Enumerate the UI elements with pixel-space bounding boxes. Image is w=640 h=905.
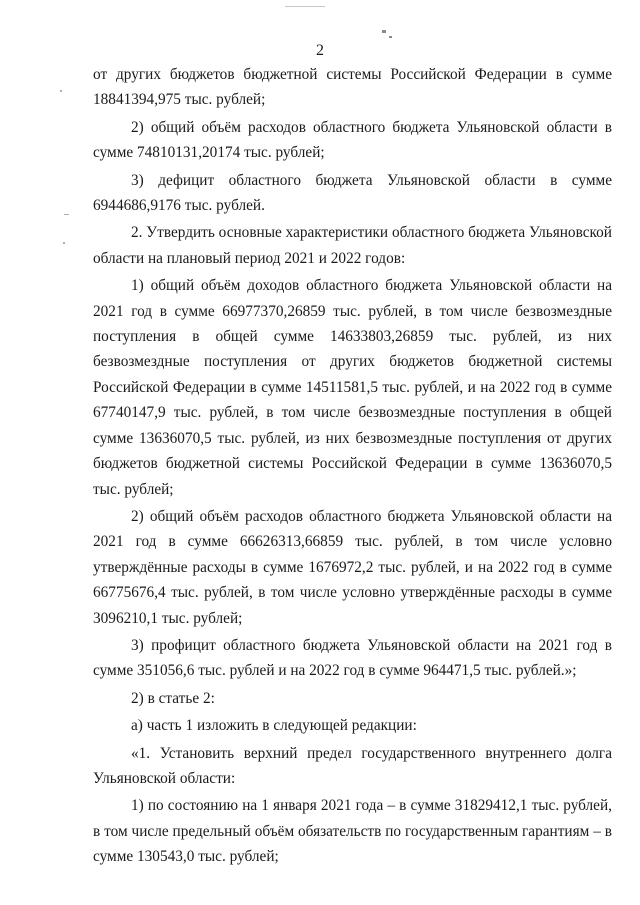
paragraph-debt-2021: 1) по состоянию на 1 января 2021 года – в сумме 31829412,1 тыс. рублей, в том числе предельный объём обязательств по государственным гарантиям – в сумме 130543,0 тыс. рублей;	[93, 797, 612, 866]
paragraph-planned-surplus: 3) профицит областного бюджета Ульяновской области на 2021 год в сумме 351056,6 тыс. рублей и на 2022 год в сумме 964471,5 тыс. рублей.»;	[93, 636, 612, 680]
scan-mark	[285, 6, 325, 7]
scan-mark	[64, 214, 69, 215]
paragraph-deficit: 3) дефицит областного бюджета Ульяновской области в сумме 6944686,9176 тыс. рублей.	[93, 171, 612, 215]
scan-mark	[60, 90, 62, 92]
paragraph-planned-revenues: 1) общий объём доходов областного бюджета Ульяновской области на 2021 год в сумме 66977370,26859 тыс. рублей, в том числе безвозмездные поступления в общей сумме 14633803,26859 тыс. рублей, из них безвозмездные поступления от других бюджетов бюджетной системы Российской Федерации в сумме 14511581,5 тыс. рублей, и на 2022 год в сумме 67740147,9 тыс. рублей, в том числе безвозмездные поступления в общей сумме 13636070,5 тыс. рублей, из них безвозмездные поступления от других бюджетов бюджетной системы Российской Федерации в сумме 13636070,5 тыс. рублей;	[93, 277, 612, 498]
paragraph-debt-limit: «1. Установить верхний предел государственного внутреннего долга Ульяновской области:	[93, 744, 612, 787]
scan-mark	[63, 242, 65, 244]
paragraph-planning-period: 2. Утвердить основные характеристики областного бюджета Ульяновской области на плановый период 2021 и 2022 годов:	[93, 224, 612, 267]
page-number: 2	[316, 42, 324, 59]
paragraph-continuation: от других бюджетов бюджетной системы Российской Федерации в сумме 18841394,975 тыс. рублей;	[93, 66, 612, 109]
scan-mark	[382, 30, 386, 33]
scan-mark	[389, 36, 392, 38]
document-body	[93, 62, 612, 870]
paragraph-part-1: а) часть 1 изложить в следующей редакции:	[131, 717, 417, 735]
paragraph-article-2: 2) в статье 2:	[131, 689, 215, 707]
paragraph-planned-expenses: 2) общий объём расходов областного бюджета Ульяновской области на 2021 год в сумме 66626313,66859 тыс. рублей, в том числе условно утверждённые расходы в сумме 1676972,2 тыс. рублей, и на 2022 год в сумме 66775676,4 тыс. рублей, в том числе условно утверждённые расходы в сумме 3096210,1 тыс. рублей;	[93, 507, 612, 627]
paragraph-expenses: 2) общий объём расходов областного бюджета Ульяновской области в сумме 74810131,20174 тыс. рублей;	[93, 118, 612, 162]
